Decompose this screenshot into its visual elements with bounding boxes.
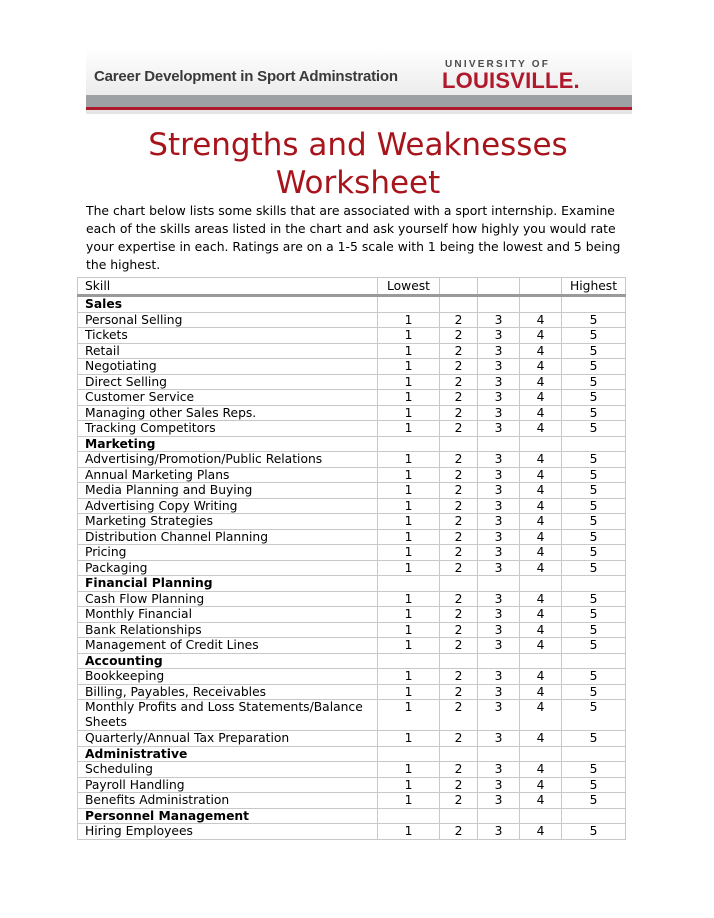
- rating-cell[interactable]: 5: [562, 467, 626, 483]
- skill-label: Management of Credit Lines: [78, 638, 378, 654]
- rating-cell[interactable]: 1: [378, 405, 440, 421]
- skill-label: Bookkeeping: [78, 669, 378, 685]
- rating-cell[interactable]: 2: [440, 793, 478, 809]
- rating-cell[interactable]: 3: [478, 390, 520, 406]
- rating-cell[interactable]: 1: [378, 467, 440, 483]
- rating-cell[interactable]: 5: [562, 731, 626, 747]
- rating-cell[interactable]: 1: [378, 312, 440, 328]
- rating-cell[interactable]: 5: [562, 390, 626, 406]
- rating-cell[interactable]: 1: [378, 622, 440, 638]
- skill-row: [78, 824, 626, 840]
- header-gray-bar: [86, 95, 632, 107]
- skill-row: [78, 328, 626, 344]
- rating-cell[interactable]: 3: [478, 529, 520, 545]
- skill-row: [78, 684, 626, 700]
- rating-cell[interactable]: 1: [378, 498, 440, 514]
- rating-cell[interactable]: 3: [478, 312, 520, 328]
- rating-cell[interactable]: 4: [520, 545, 562, 561]
- rating-cell[interactable]: 4: [520, 421, 562, 437]
- rating-cell[interactable]: 2: [440, 545, 478, 561]
- skill-label: Advertising Copy Writing: [78, 498, 378, 514]
- rating-cell[interactable]: 5: [562, 514, 626, 530]
- rating-cell[interactable]: 4: [520, 328, 562, 344]
- rating-cell[interactable]: 2: [440, 824, 478, 840]
- rating-cell[interactable]: 2: [440, 374, 478, 390]
- rating-cell[interactable]: 2: [440, 498, 478, 514]
- skill-row: [78, 607, 626, 623]
- document-title: Strengths and Weaknesses Worksheet: [148, 127, 568, 201]
- rating-cell[interactable]: 3: [478, 545, 520, 561]
- header-title: Career Development in Sport Adminstration: [94, 68, 398, 85]
- skill-label: Retail: [78, 343, 378, 359]
- rating-cell[interactable]: 5: [562, 343, 626, 359]
- rating-cell[interactable]: 1: [378, 374, 440, 390]
- rating-cell[interactable]: 5: [562, 374, 626, 390]
- rating-cell[interactable]: 5: [562, 700, 626, 731]
- skill-label: Quarterly/Annual Tax Preparation: [78, 731, 378, 747]
- rating-cell[interactable]: 1: [378, 560, 440, 576]
- skill-row: [78, 777, 626, 793]
- skill-label: Marketing Strategies: [78, 514, 378, 530]
- rating-cell[interactable]: 1: [378, 421, 440, 437]
- rating-cell[interactable]: 5: [562, 312, 626, 328]
- rating-cell[interactable]: 3: [478, 405, 520, 421]
- skill-label: Scheduling: [78, 762, 378, 778]
- rating-cell[interactable]: 4: [520, 452, 562, 468]
- rating-cell[interactable]: 2: [440, 452, 478, 468]
- page-header: [86, 48, 632, 114]
- rating-cell[interactable]: 5: [562, 529, 626, 545]
- rating-cell[interactable]: 4: [520, 793, 562, 809]
- category-label: Marketing: [78, 436, 378, 452]
- skill-label: Negotiating: [78, 359, 378, 375]
- rating-cell[interactable]: 5: [562, 452, 626, 468]
- column-header: Skill: [78, 278, 378, 296]
- rating-cell[interactable]: 1: [378, 328, 440, 344]
- rating-cell[interactable]: 4: [520, 467, 562, 483]
- rating-cell[interactable]: 5: [562, 793, 626, 809]
- rating-cell[interactable]: 5: [562, 483, 626, 499]
- rating-cell[interactable]: 5: [562, 669, 626, 685]
- rating-cell[interactable]: 4: [520, 359, 562, 375]
- skill-label: Tracking Competitors: [78, 421, 378, 437]
- rating-cell[interactable]: 3: [478, 684, 520, 700]
- rating-cell[interactable]: 3: [478, 467, 520, 483]
- rating-cell[interactable]: 2: [440, 483, 478, 499]
- column-header: [478, 278, 520, 296]
- rating-cell[interactable]: 3: [478, 700, 520, 731]
- header-red-line: [86, 107, 632, 110]
- rating-cell[interactable]: 2: [440, 622, 478, 638]
- rating-cell[interactable]: 2: [440, 514, 478, 530]
- rating-cell[interactable]: 3: [478, 560, 520, 576]
- rating-cell[interactable]: 4: [520, 498, 562, 514]
- university-logo-top: UNIVERSITY OF: [445, 59, 551, 70]
- skill-row: [78, 762, 626, 778]
- skill-label: Customer Service: [78, 390, 378, 406]
- skill-label: Monthly Financial: [78, 607, 378, 623]
- rating-cell[interactable]: 3: [478, 514, 520, 530]
- table-header-row: [78, 278, 626, 296]
- skill-label: Managing other Sales Reps.: [78, 405, 378, 421]
- skill-row: [78, 452, 626, 468]
- rating-cell[interactable]: 4: [520, 591, 562, 607]
- rating-cell[interactable]: 5: [562, 560, 626, 576]
- rating-cell[interactable]: 4: [520, 622, 562, 638]
- rating-cell[interactable]: 1: [378, 731, 440, 747]
- skill-row: [78, 700, 626, 731]
- rating-cell[interactable]: 5: [562, 824, 626, 840]
- rating-cell[interactable]: 3: [478, 638, 520, 654]
- intro-paragraph: The chart below lists some skills that are associated with a sport internship. Examine each of the skills areas listed in the chart and ask yourself how highly you would rate your expertise in each. Ratings are on a 1-5 scale with 1 being the lowest and 5 being the highest.: [86, 203, 621, 272]
- rating-cell[interactable]: 2: [440, 684, 478, 700]
- rating-cell[interactable]: 2: [440, 700, 478, 731]
- rating-cell[interactable]: 4: [520, 514, 562, 530]
- rating-cell[interactable]: 1: [378, 669, 440, 685]
- rating-cell[interactable]: 2: [440, 421, 478, 437]
- skill-row: [78, 343, 626, 359]
- rating-cell[interactable]: 1: [378, 824, 440, 840]
- skill-row: [78, 359, 626, 375]
- rating-cell[interactable]: 5: [562, 498, 626, 514]
- rating-cell[interactable]: 1: [378, 607, 440, 623]
- skill-label: Cash Flow Planning: [78, 591, 378, 607]
- rating-cell[interactable]: 3: [478, 669, 520, 685]
- category-label: Administrative: [78, 746, 378, 762]
- rating-cell[interactable]: 4: [520, 312, 562, 328]
- category-label: Sales: [78, 296, 378, 313]
- skill-row: [78, 731, 626, 747]
- skill-label: Annual Marketing Plans: [78, 467, 378, 483]
- rating-cell[interactable]: 4: [520, 405, 562, 421]
- skill-row: [78, 374, 626, 390]
- rating-cell[interactable]: 1: [378, 700, 440, 731]
- rating-cell[interactable]: 4: [520, 343, 562, 359]
- rating-cell[interactable]: 2: [440, 638, 478, 654]
- skills-table: [77, 277, 626, 840]
- rating-cell[interactable]: 4: [520, 700, 562, 731]
- rating-cell[interactable]: 2: [440, 591, 478, 607]
- column-header: [520, 278, 562, 296]
- rating-cell[interactable]: 4: [520, 560, 562, 576]
- rating-cell[interactable]: 1: [378, 591, 440, 607]
- column-header: [440, 278, 478, 296]
- rating-cell[interactable]: 4: [520, 607, 562, 623]
- rating-cell[interactable]: 4: [520, 762, 562, 778]
- skill-row: [78, 498, 626, 514]
- skill-row: [78, 514, 626, 530]
- rating-cell[interactable]: 4: [520, 824, 562, 840]
- rating-cell[interactable]: 1: [378, 638, 440, 654]
- rating-cell[interactable]: 5: [562, 638, 626, 654]
- rating-cell[interactable]: 2: [440, 607, 478, 623]
- category-row: [78, 296, 626, 313]
- rating-cell[interactable]: 3: [478, 359, 520, 375]
- skill-label: Billing, Payables, Receivables: [78, 684, 378, 700]
- skill-row: [78, 312, 626, 328]
- skill-row: [78, 622, 626, 638]
- rating-cell[interactable]: 3: [478, 591, 520, 607]
- rating-cell[interactable]: 5: [562, 622, 626, 638]
- rating-cell[interactable]: 1: [378, 452, 440, 468]
- skill-row: [78, 421, 626, 437]
- rating-cell[interactable]: 4: [520, 684, 562, 700]
- skill-label: Direct Selling: [78, 374, 378, 390]
- skill-label: Hiring Employees: [78, 824, 378, 840]
- rating-cell[interactable]: 4: [520, 777, 562, 793]
- rating-cell[interactable]: 1: [378, 390, 440, 406]
- skill-label: Payroll Handling: [78, 777, 378, 793]
- rating-cell[interactable]: 3: [478, 498, 520, 514]
- column-header: Lowest: [378, 278, 440, 296]
- rating-cell[interactable]: 4: [520, 638, 562, 654]
- university-logo-main: LOUISVILLE.: [442, 68, 580, 93]
- rating-cell[interactable]: 4: [520, 529, 562, 545]
- rating-cell[interactable]: 5: [562, 545, 626, 561]
- rating-cell[interactable]: 2: [440, 467, 478, 483]
- rating-cell[interactable]: 1: [378, 762, 440, 778]
- skill-row: [78, 483, 626, 499]
- rating-cell[interactable]: 2: [440, 359, 478, 375]
- category-row: [78, 576, 626, 592]
- rating-cell[interactable]: 1: [378, 343, 440, 359]
- rating-cell[interactable]: 3: [478, 483, 520, 499]
- rating-cell[interactable]: 4: [520, 390, 562, 406]
- rating-cell[interactable]: 3: [478, 762, 520, 778]
- skill-label: Distribution Channel Planning: [78, 529, 378, 545]
- rating-cell[interactable]: 2: [440, 405, 478, 421]
- rating-cell[interactable]: 2: [440, 762, 478, 778]
- rating-cell[interactable]: 4: [520, 669, 562, 685]
- skill-row: [78, 390, 626, 406]
- rating-cell[interactable]: 3: [478, 452, 520, 468]
- skill-row: [78, 560, 626, 576]
- rating-cell[interactable]: 2: [440, 731, 478, 747]
- rating-cell[interactable]: 2: [440, 669, 478, 685]
- rating-cell[interactable]: 5: [562, 684, 626, 700]
- rating-cell[interactable]: 2: [440, 560, 478, 576]
- skill-label: Pricing: [78, 545, 378, 561]
- rating-cell[interactable]: 3: [478, 793, 520, 809]
- skill-row: [78, 591, 626, 607]
- rating-cell[interactable]: 5: [562, 328, 626, 344]
- rating-cell[interactable]: 1: [378, 529, 440, 545]
- rating-cell[interactable]: 1: [378, 359, 440, 375]
- rating-cell[interactable]: 3: [478, 328, 520, 344]
- rating-cell[interactable]: 1: [378, 684, 440, 700]
- rating-cell[interactable]: 2: [440, 312, 478, 328]
- column-header: Highest: [562, 278, 626, 296]
- rating-cell[interactable]: 2: [440, 390, 478, 406]
- skill-row: [78, 545, 626, 561]
- category-row: [78, 746, 626, 762]
- skill-label: Bank Relationships: [78, 622, 378, 638]
- category-row: [78, 436, 626, 452]
- category-label: Financial Planning: [78, 576, 378, 592]
- skill-row: [78, 669, 626, 685]
- rating-cell[interactable]: 5: [562, 421, 626, 437]
- skill-row: [78, 405, 626, 421]
- skill-row: [78, 638, 626, 654]
- rating-cell[interactable]: 2: [440, 529, 478, 545]
- skill-label: Advertising/Promotion/Public Relations: [78, 452, 378, 468]
- rating-cell[interactable]: 3: [478, 343, 520, 359]
- rating-cell[interactable]: 1: [378, 545, 440, 561]
- rating-cell[interactable]: 5: [562, 607, 626, 623]
- rating-cell[interactable]: 4: [520, 483, 562, 499]
- rating-cell[interactable]: 5: [562, 591, 626, 607]
- rating-cell[interactable]: 4: [520, 374, 562, 390]
- rating-cell[interactable]: 2: [440, 777, 478, 793]
- rating-cell[interactable]: 5: [562, 777, 626, 793]
- rating-cell[interactable]: 5: [562, 762, 626, 778]
- rating-cell[interactable]: 4: [520, 731, 562, 747]
- skill-label: Packaging: [78, 560, 378, 576]
- skill-row: [78, 793, 626, 809]
- skill-label: Monthly Profits and Loss Statements/Balance Sheets: [78, 700, 378, 731]
- rating-cell[interactable]: 3: [478, 374, 520, 390]
- rating-cell[interactable]: 1: [378, 793, 440, 809]
- rating-cell[interactable]: 2: [440, 328, 478, 344]
- skill-label: Personal Selling: [78, 312, 378, 328]
- rating-cell[interactable]: 3: [478, 607, 520, 623]
- skill-label: Media Planning and Buying: [78, 483, 378, 499]
- skill-label: Tickets: [78, 328, 378, 344]
- category-label: Accounting: [78, 653, 378, 669]
- rating-cell[interactable]: 1: [378, 483, 440, 499]
- rating-cell[interactable]: 1: [378, 514, 440, 530]
- rating-cell[interactable]: 3: [478, 731, 520, 747]
- skill-label: Benefits Administration: [78, 793, 378, 809]
- skill-row: [78, 467, 626, 483]
- rating-cell[interactable]: 1: [378, 777, 440, 793]
- rating-cell[interactable]: 5: [562, 359, 626, 375]
- rating-cell[interactable]: 3: [478, 421, 520, 437]
- category-row: [78, 808, 626, 824]
- rating-cell[interactable]: 2: [440, 343, 478, 359]
- skill-row: [78, 529, 626, 545]
- category-row: [78, 653, 626, 669]
- rating-cell[interactable]: 3: [478, 777, 520, 793]
- rating-cell[interactable]: 3: [478, 622, 520, 638]
- category-label: Personnel Management: [78, 808, 378, 824]
- rating-cell[interactable]: 5: [562, 405, 626, 421]
- rating-cell[interactable]: 3: [478, 824, 520, 840]
